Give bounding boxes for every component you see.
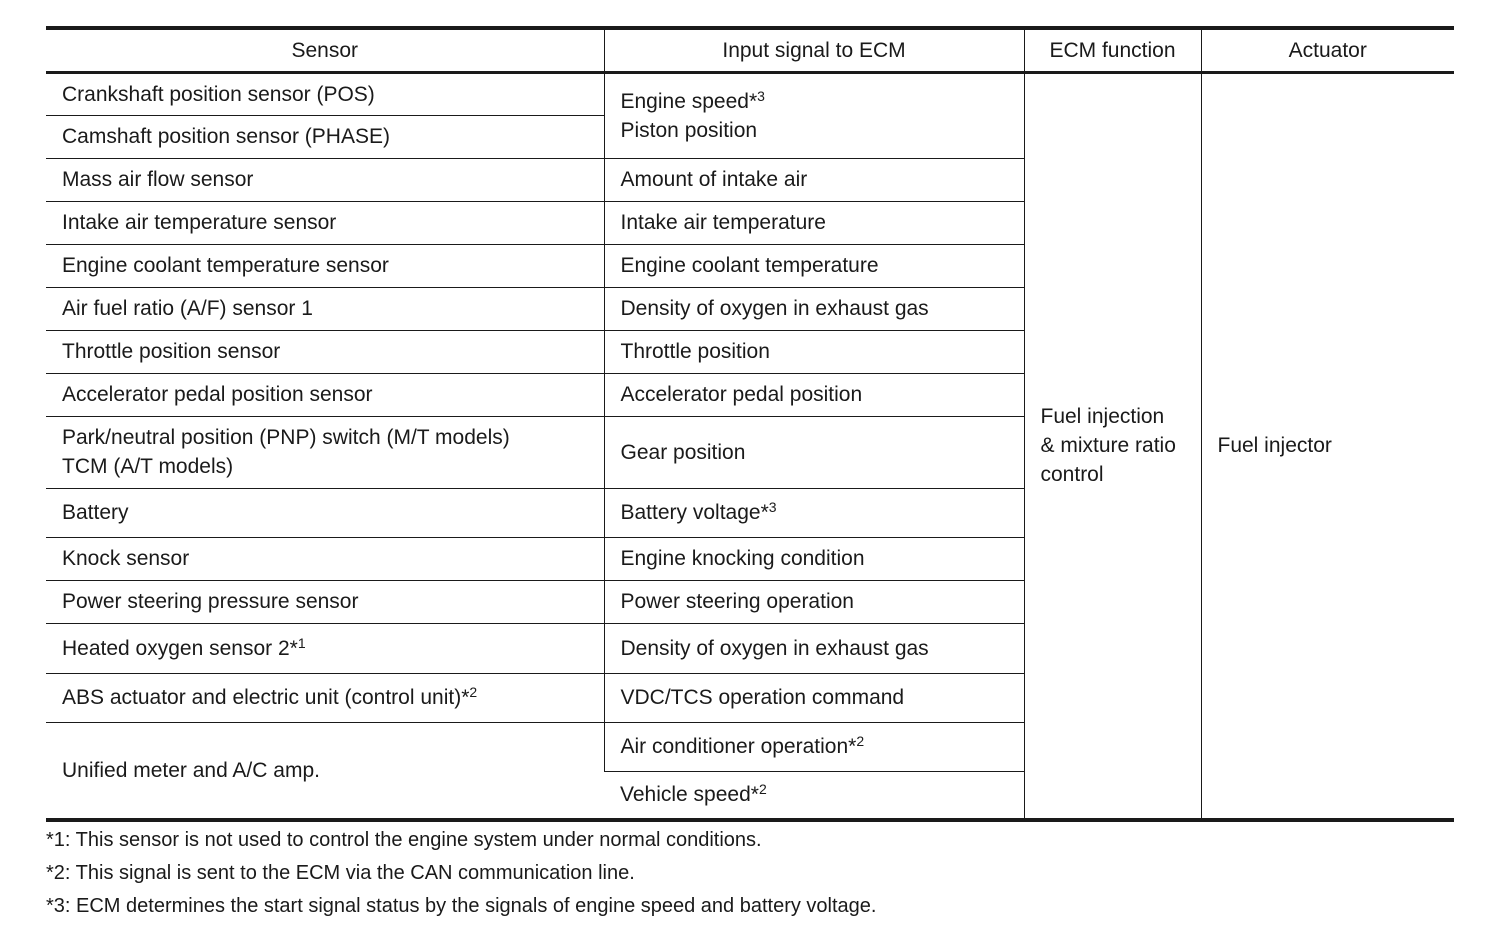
sensor-cell: Intake air temperature sensor: [46, 201, 604, 244]
footnote-marker: 3: [757, 87, 765, 104]
header-ecm-function: ECM function: [1024, 28, 1201, 72]
signal-cell: Vehicle speed*$^2$: [604, 771, 1024, 820]
sensor-cell: Unified meter and A/C amp.: [46, 722, 604, 820]
actuator-cell: Fuel injector: [1201, 72, 1454, 820]
footnote-marker: 2: [758, 781, 767, 798]
footnotes: [46, 824, 876, 923]
signal-cell: Air conditioner operation*$^2$: [604, 722, 1024, 771]
signal-cell: Power steering operation: [604, 580, 1024, 623]
sensor-line: Park/neutral position (PNP) switch (M/T models): [62, 426, 510, 449]
signal-cell: Engine coolant temperature: [604, 244, 1024, 287]
signal-cell: Gear position: [604, 416, 1024, 488]
header-input-signal: Input signal to ECM: [604, 28, 1024, 72]
ecm-function-line: control: [1040, 463, 1104, 487]
sensor-cell: Air fuel ratio (A/F) sensor 1: [46, 287, 604, 330]
signal-cell: Throttle position: [604, 330, 1024, 373]
footnote: *3: ECM determines the start signal status by the signals of engine speed and battery voltage.: [46, 895, 877, 917]
footnote-marker: 2: [469, 684, 478, 700]
sensor-cell: ABS actuator and electric unit (control unit)*$^2$: [46, 673, 604, 722]
sensor-cell: Crankshaft position sensor (POS): [62, 82, 375, 106]
signal-line: Engine speed*$^3$: [620, 87, 765, 113]
signal-cell: [604, 72, 1024, 158]
footnote-marker: 3: [768, 499, 777, 515]
sensor-cell: Accelerator pedal position sensor: [46, 373, 604, 416]
sensor-cell: Heated oxygen sensor 2*$^1$: [46, 623, 604, 673]
header-sensor: Sensor: [46, 28, 604, 72]
ecm-function-line: & mixture ratio: [1040, 434, 1176, 458]
ecm-function-line: Fuel injection: [1040, 405, 1165, 429]
signal-cell: Engine knocking condition: [604, 537, 1024, 580]
ecm-input-output-table-wrapper: [46, 26, 1454, 822]
footnote-marker: 2: [856, 733, 865, 749]
sensor-cell: [46, 416, 604, 488]
signal-cell: VDC/TCS operation command: [604, 673, 1024, 722]
sensor-cell: Battery: [46, 488, 604, 537]
signal-cell: Amount of intake air: [604, 158, 1024, 201]
signal-cell: Density of oxygen in exhaust gas: [604, 623, 1024, 673]
sensor-cell: Mass air flow sensor: [46, 158, 604, 201]
ecm-function-cell: [1024, 72, 1201, 820]
signal-cell: Density of oxygen in exhaust gas: [604, 287, 1024, 330]
signal-cell: Intake air temperature: [604, 201, 1024, 244]
sensor-cell: Power steering pressure sensor: [46, 580, 604, 623]
sensor-cell: Engine coolant temperature sensor: [46, 244, 604, 287]
footnote-marker: 1: [297, 634, 306, 651]
signal-cell: Battery voltage*$^3$: [604, 488, 1024, 537]
header-row: [46, 28, 1454, 72]
sensor-cell: Camshaft position sensor (PHASE): [46, 115, 604, 158]
header-actuator: Actuator: [1201, 28, 1454, 72]
ecm-input-output-table: [46, 26, 1454, 822]
footnote: *2: This signal is sent to the ECM via the CAN communication line.: [46, 862, 635, 884]
sensor-line: TCM (A/T models): [62, 455, 234, 478]
signal-cell: Accelerator pedal position: [604, 373, 1024, 416]
sensor-cell: Throttle position sensor: [46, 330, 604, 373]
footnote: *1: This sensor is not used to control the engine system under normal conditions.: [46, 829, 762, 851]
signal-line: Piston position: [620, 118, 758, 142]
table-row: [46, 72, 1454, 115]
table-body: [46, 72, 1454, 820]
table-header: [46, 28, 1454, 72]
sensor-cell: Knock sensor: [46, 537, 604, 580]
